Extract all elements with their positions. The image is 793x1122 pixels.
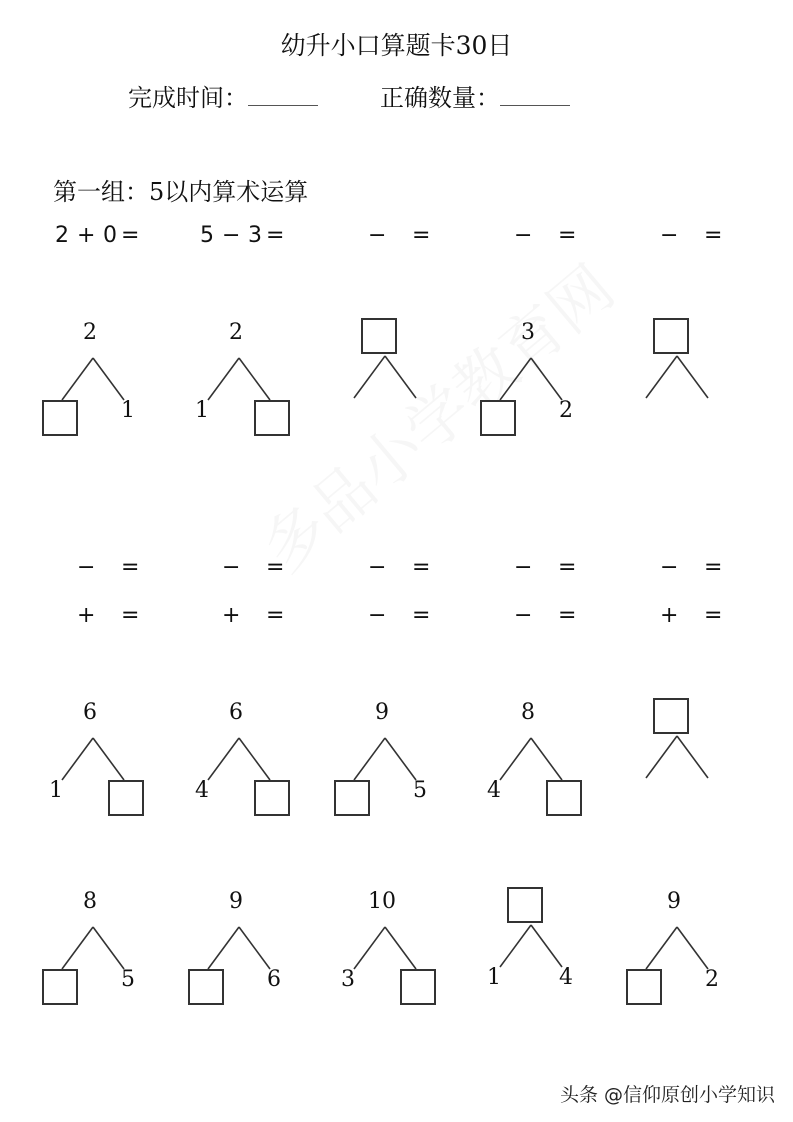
branch-line bbox=[239, 358, 270, 400]
tree-right-number: 2 bbox=[705, 967, 719, 992]
equals-sign: = bbox=[704, 555, 723, 580]
equals-sign: = bbox=[558, 555, 577, 580]
operator: − bbox=[660, 223, 679, 248]
branch-line bbox=[385, 356, 416, 398]
tree-left-number: 1 bbox=[195, 398, 209, 423]
tree-left-answer-box[interactable] bbox=[626, 969, 662, 1005]
tree-top-number: 9 bbox=[375, 700, 389, 725]
equals-sign: = bbox=[412, 223, 431, 248]
operand-b: 3 bbox=[248, 223, 262, 248]
tree-top-number: 6 bbox=[83, 700, 97, 725]
tree-top-number: 2 bbox=[83, 320, 97, 345]
tree-right-answer-box[interactable] bbox=[254, 780, 290, 816]
operand-a: 5 bbox=[200, 223, 214, 248]
equals-sign: = bbox=[266, 603, 285, 628]
operand-a: 2 bbox=[55, 223, 69, 248]
tree-right-number: 5 bbox=[121, 967, 135, 992]
equals-sign: = bbox=[412, 555, 431, 580]
branch-line bbox=[500, 738, 531, 780]
tree-left-number: 1 bbox=[487, 965, 501, 990]
tree-right-answer-box[interactable] bbox=[254, 400, 290, 436]
operator: + bbox=[222, 603, 241, 628]
branch-line bbox=[677, 736, 708, 778]
branch-line bbox=[385, 927, 416, 969]
branch-line bbox=[93, 927, 124, 969]
correct-count-label: 正确数量： bbox=[380, 84, 500, 112]
tree-left-number: 4 bbox=[195, 778, 209, 803]
branch-line bbox=[208, 927, 239, 969]
tree-top-number: 3 bbox=[521, 320, 535, 345]
tree-top-answer-box[interactable] bbox=[507, 887, 543, 923]
operator: − bbox=[368, 603, 387, 628]
branch-line bbox=[239, 927, 270, 969]
tree-top-answer-box[interactable] bbox=[361, 318, 397, 354]
operator: − bbox=[514, 223, 533, 248]
equals-sign: = bbox=[558, 223, 577, 248]
branch-line bbox=[208, 738, 239, 780]
operator: − bbox=[514, 603, 533, 628]
footer-credit: 头条 @信仰原创小学知识 bbox=[559, 1084, 775, 1106]
operator: + bbox=[77, 223, 96, 248]
branch-line bbox=[62, 738, 93, 780]
tree-top-answer-box[interactable] bbox=[653, 698, 689, 734]
tree-left-answer-box[interactable] bbox=[42, 969, 78, 1005]
tree-top-number: 9 bbox=[667, 889, 681, 914]
operator: − bbox=[222, 555, 241, 580]
tree-right-number: 6 bbox=[267, 967, 281, 992]
tree-left-answer-box[interactable] bbox=[480, 400, 516, 436]
tree-right-answer-box[interactable] bbox=[108, 780, 144, 816]
page-title: 幼升小口算题卡30日 bbox=[280, 31, 513, 60]
tree-top-answer-box[interactable] bbox=[653, 318, 689, 354]
branch-line bbox=[239, 738, 270, 780]
operator: − bbox=[368, 555, 387, 580]
tree-right-answer-box[interactable] bbox=[546, 780, 582, 816]
equals-sign: = bbox=[412, 603, 431, 628]
branch-line bbox=[677, 356, 708, 398]
branch-line bbox=[354, 738, 385, 780]
completion-time-label: 完成时间： bbox=[128, 84, 248, 112]
operator: − bbox=[660, 555, 679, 580]
branch-line bbox=[531, 925, 562, 967]
branch-line bbox=[531, 738, 562, 780]
tree-left-answer-box[interactable] bbox=[42, 400, 78, 436]
branch-line bbox=[93, 358, 124, 400]
equals-sign: = bbox=[704, 603, 723, 628]
branch-line bbox=[500, 925, 531, 967]
branch-line bbox=[500, 358, 531, 400]
branch-line bbox=[93, 738, 124, 780]
equals-sign: = bbox=[121, 603, 140, 628]
branch-line bbox=[62, 358, 93, 400]
operator: + bbox=[77, 603, 96, 628]
equals-sign: = bbox=[121, 223, 140, 248]
branch-line bbox=[354, 927, 385, 969]
equals-sign: = bbox=[266, 555, 285, 580]
tree-right-number: 5 bbox=[413, 778, 427, 803]
operator: + bbox=[660, 603, 679, 628]
branch-line bbox=[208, 358, 239, 400]
equals-sign: = bbox=[704, 223, 723, 248]
tree-top-number: 9 bbox=[229, 889, 243, 914]
operator: − bbox=[222, 223, 241, 248]
tree-top-number: 2 bbox=[229, 320, 243, 345]
tree-right-number: 2 bbox=[559, 398, 573, 423]
equals-sign: = bbox=[121, 555, 140, 580]
branch-line bbox=[646, 356, 677, 398]
branch-line bbox=[531, 358, 562, 400]
tree-left-answer-box[interactable] bbox=[188, 969, 224, 1005]
equals-sign: = bbox=[558, 603, 577, 628]
tree-right-number: 4 bbox=[559, 965, 573, 990]
tree-top-number: 8 bbox=[83, 889, 97, 914]
branch-line bbox=[354, 356, 385, 398]
branch-line bbox=[385, 738, 416, 780]
tree-top-number: 6 bbox=[229, 700, 243, 725]
branch-line bbox=[646, 927, 677, 969]
branch-line bbox=[677, 927, 708, 969]
operand-b: 0 bbox=[103, 223, 117, 248]
operator: − bbox=[514, 555, 533, 580]
operator: − bbox=[368, 223, 387, 248]
operator: − bbox=[77, 555, 96, 580]
tree-left-number: 1 bbox=[49, 778, 63, 803]
branch-line bbox=[646, 736, 677, 778]
tree-left-number: 4 bbox=[487, 778, 501, 803]
tree-left-answer-box[interactable] bbox=[334, 780, 370, 816]
tree-right-number: 1 bbox=[121, 398, 135, 423]
tree-left-number: 3 bbox=[341, 967, 355, 992]
tree-top-number: 10 bbox=[368, 889, 396, 914]
group-title: 第一组：5以内算术运算 bbox=[53, 178, 309, 206]
tree-right-answer-box[interactable] bbox=[400, 969, 436, 1005]
equals-sign: = bbox=[266, 223, 285, 248]
branch-line bbox=[62, 927, 93, 969]
tree-top-number: 8 bbox=[521, 700, 535, 725]
